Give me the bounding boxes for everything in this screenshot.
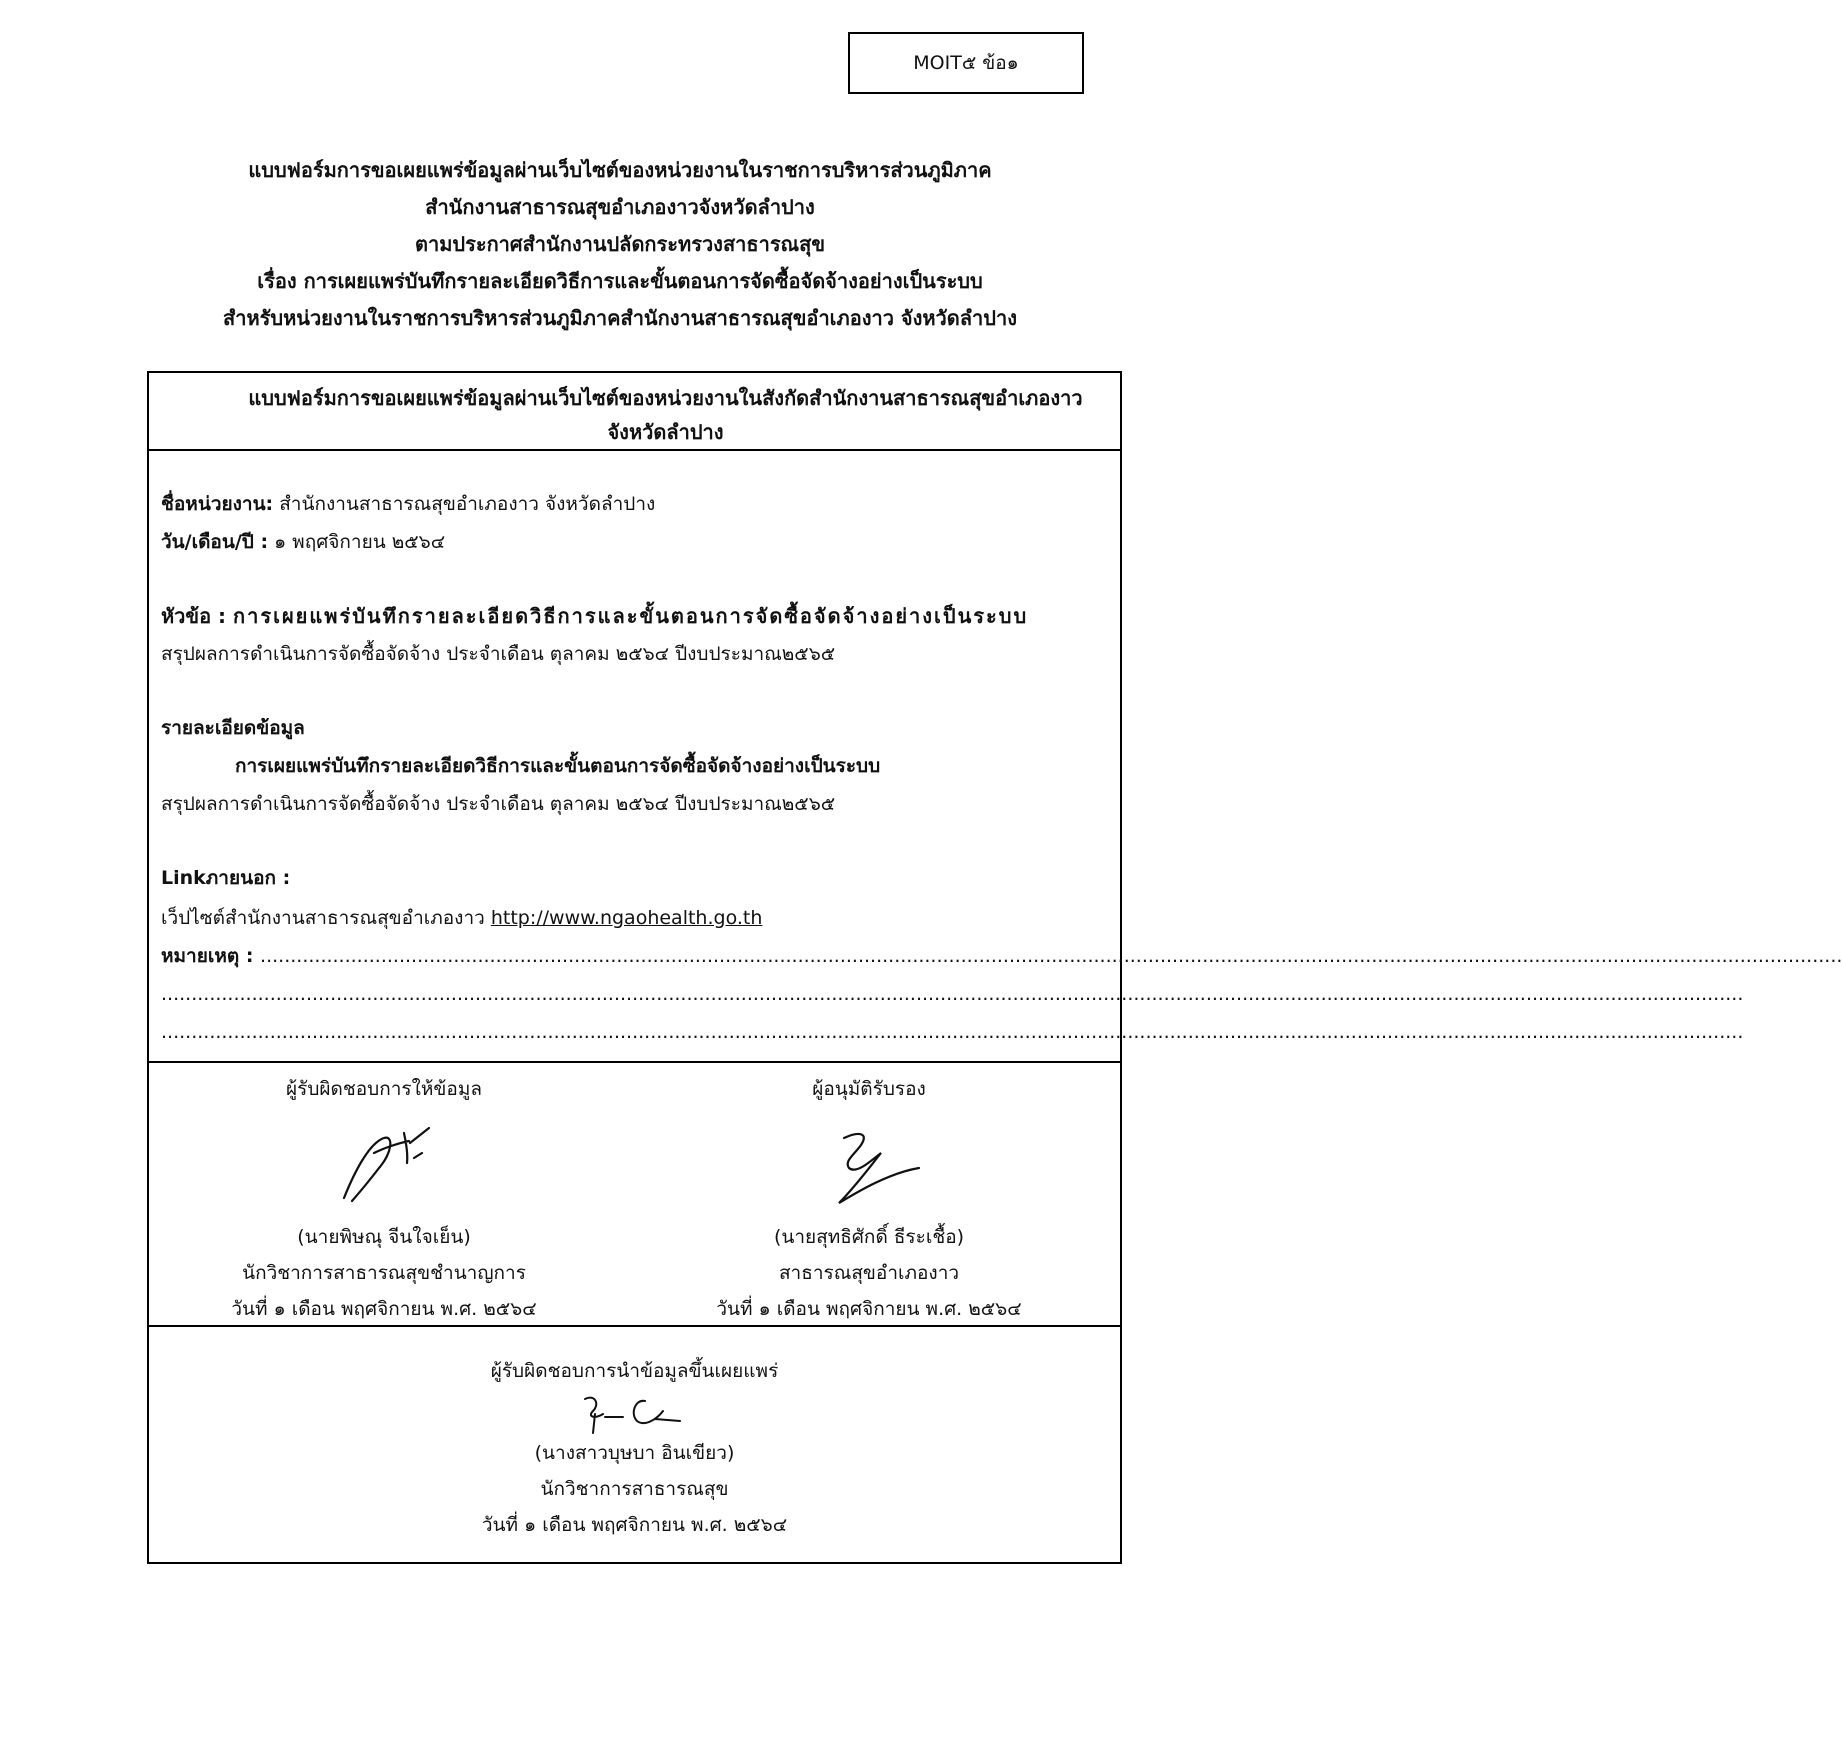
summary-line: สรุปผลการดำเนินการจัดซื้อจัดจ้าง ประจำเดือน ตุลาคม ๒๕๖๔ ปีงบประมาณ๒๕๖๕ [161,643,836,665]
approver-position: สาธารณสุขอำเภองาว [778,1262,960,1284]
remark-row [161,941,1842,971]
publication-form [147,371,1842,1564]
detail-label: รายละเอียดข้อมูล [161,717,305,739]
agency-label: ชื่อหน่วยงาน: [161,493,274,515]
publisher-date: วันที่ ๑ เดือน พฤศจิกายน พ.ศ. ๒๕๖๔ [481,1514,788,1536]
header-line: แบบฟอร์มการขอเผยแพร่ข้อมูลผ่านเว็บไซต์ของหน่วยงานในราชการบริหารส่วนภูมิภาค [248,158,992,182]
date-row [161,527,445,557]
topic-value: การเผยแพร่บันทึกรายละเอียดวิธีการและขั้นตอนการจัดซื้อจัดจ้างอย่างเป็นระบบ [233,604,1029,628]
remark-dots-line: ...................................................................................................................................................................................................................................................................... [161,983,1744,1005]
header-line: สำนักงานสาธารณสุขอำเภองาวจังหวัดลำปาง [425,195,815,219]
remark-dots: ...................................................................................................................................................................................................................................................................... [260,945,1842,967]
publisher-name: (นางสาวบุษบา อินเขียว) [534,1442,735,1464]
provider-date: วันที่ ๑ เดือน พฤศจิกายน พ.ศ. ๒๕๖๔ [231,1298,537,1320]
approver-signature-block [634,1063,1104,1327]
signature-section [149,1063,1120,1327]
date-value: ๑ พฤศจิกายน ๒๕๖๔ [268,531,446,553]
publisher-position: นักวิชาการสาธารณสุข [540,1478,729,1500]
form-title [149,373,1120,451]
document-header [120,152,1120,337]
website-row [161,903,762,933]
form-title-line: แบบฟอร์มการขอเผยแพร่ข้อมูลผ่านเว็บไซต์ของหน่วยงานในสังกัดสำนักงานสาธารณสุขอำเภองาว [248,386,1083,410]
approver-role: ผู้อนุมัติรับรอง [812,1078,926,1100]
provider-signature-icon [314,1113,454,1213]
website-label: เว็ปไซต์สำนักงานสาธารณสุขอำเภองาว [161,907,491,929]
provider-name: (นายพิษณุ จีนใจเย็น) [297,1226,471,1248]
header-line: เรื่อง การเผยแพร่บันทึกรายละเอียดวิธีการและขั้นตอนการจัดซื้อจัดจ้างอย่างเป็นระบบ [257,269,983,293]
remark-dots-line: ...................................................................................................................................................................................................................................................................... [161,1021,1744,1043]
provider-position: นักวิชาการสาธารณสุขชำนาญการ [242,1262,526,1284]
header-line: สำหรับหน่วยงานในราชการบริหารส่วนภูมิภาคสำนักงานสาธารณสุขอำเภองาว จังหวัดลำปาง [223,306,1017,330]
form-title-line: จังหวัดลำปาง [607,420,724,444]
detail-title: การเผยแพร่บันทึกรายละเอียดวิธีการและขั้นตอนการจัดซื้อจัดจ้างอย่างเป็นระบบ [235,755,881,777]
document-code: MOIT๕ ข้อ๑ [913,52,1019,74]
publisher-role: ผู้รับผิดชอบการนำข้อมูลขึ้นเผยแพร่ [490,1360,779,1382]
date-label: วัน/เดือน/ปี : [161,531,269,553]
provider-role: ผู้รับผิดชอบการให้ข้อมูล [286,1078,482,1100]
topic-row [161,601,1028,631]
approver-name: (นายสุทธิศักดิ์ ธีระเชื้อ) [773,1226,965,1248]
topic-label: หัวข้อ : [161,604,234,628]
document-code-box [848,32,1084,94]
publisher-section [149,1327,1120,1562]
remark-label: หมายเหตุ : [161,945,261,967]
detail-summary: สรุปผลการดำเนินการจัดซื้อจัดจ้าง ประจำเดือน ตุลาคม ๒๕๖๔ ปีงบประมาณ๒๕๖๕ [161,793,836,815]
agency-row [161,489,655,519]
header-line: ตามประกาศสำนักงานปลัดกระทรวงสาธารณสุข [414,232,825,256]
approver-date: วันที่ ๑ เดือน พฤศจิกายน พ.ศ. ๒๕๖๔ [716,1298,1022,1320]
publisher-signature-icon [565,1389,705,1435]
form-body [149,451,1842,1063]
agency-value: สำนักงานสาธารณสุขอำเภองาว จังหวัดลำปาง [273,493,656,515]
external-link-label: Linkภายนอก : [161,867,291,889]
approver-signature-icon [799,1113,939,1213]
provider-signature-block [149,1063,619,1327]
website-link[interactable]: http://www.ngaohealth.go.th [490,907,763,929]
